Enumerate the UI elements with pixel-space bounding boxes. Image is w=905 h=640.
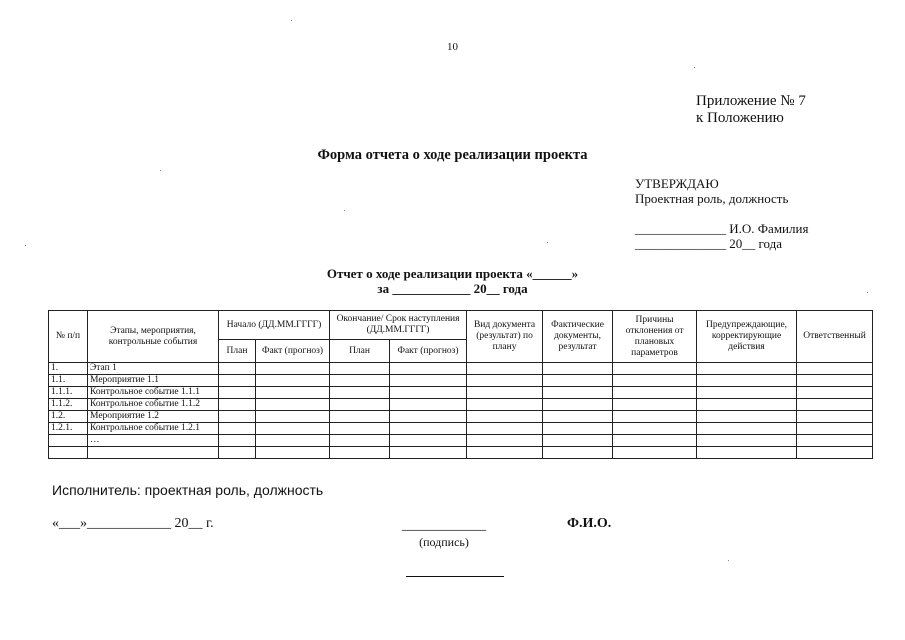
report-title-block [0,266,905,296]
scan-speck [694,67,695,68]
approval-name-line: ______________ И.О. Фамилия [635,221,809,236]
table-row [49,423,873,435]
table-row [49,447,873,459]
row-num: 1.1.1. [49,387,88,399]
row-num: 1.2.1. [49,423,88,435]
row-name: Контрольное событие 1.1.2 [88,399,219,411]
row-name: … [88,435,219,447]
bottom-underline [406,576,504,577]
report-table [48,310,873,459]
appendix-line-1: Приложение № 7 [696,93,806,109]
table-row [49,435,873,447]
row-num [49,435,88,447]
page-number: 10 [447,41,458,53]
row-name: Мероприятие 1.2 [88,411,219,423]
row-name: Мероприятие 1.1 [88,375,219,387]
header-end-fact: Факт (прогноз) [390,340,467,363]
scan-speck [291,20,292,21]
header-end: Окончание/ Срок наступления (ДД.ММ.ГГГГ) [330,311,467,340]
scan-speck [867,292,868,293]
table-row [49,363,873,375]
scan-speck [25,245,26,246]
header-start-fact: Факт (прогноз) [256,340,330,363]
scan-speck [547,242,548,243]
table-row [49,387,873,399]
row-name: Контрольное событие 1.1.1 [88,387,219,399]
report-period: за ____________ 20__ года [377,281,528,296]
scan-speck [728,560,729,561]
scan-speck [160,170,161,171]
table-row [49,399,873,411]
header-num: № п/п [49,311,88,363]
appendix-line-2: к Положению [696,110,784,126]
header-start-plan: План [219,340,256,363]
header-actual-docs: Фактические документы, результат [543,311,613,363]
signature-line: ____________ [402,518,486,533]
executor-line: Исполнитель: проектная роль, должность [52,482,324,498]
header-stages: Этапы, мероприятия, контрольные события [88,311,219,363]
fio-label: Ф.И.О. [567,516,612,531]
header-actions: Предупреждающие, корректирующие действия [697,311,797,363]
header-start: Начало (ДД.ММ.ГГГГ) [219,311,330,340]
signature-caption: (подпись) [419,535,469,549]
approval-role: Проектная роль, должность [635,191,789,206]
appendix-reference [696,93,806,127]
approval-heading: УТВЕРЖДАЮ [635,176,719,191]
header-reasons: Причины отклонения от плановых параметров [613,311,697,363]
row-name: Этап 1 [88,363,219,375]
row-num: 1. [49,363,88,375]
table-row [49,375,873,387]
form-title: Форма отчета о ходе реализации проекта [317,147,588,163]
header-doc-type: Вид документа (результат) по плану [467,311,543,363]
table-row [49,411,873,423]
row-num: 1.1. [49,375,88,387]
row-num: 1.1.2. [49,399,88,411]
row-num: 1.2. [49,411,88,423]
report-title: Отчет о ходе реализации проекта «______» [326,266,579,281]
header-responsible: Ответственный [797,311,873,363]
row-name [88,447,219,459]
scan-speck [344,210,345,211]
approval-block [635,176,808,251]
footer-date-line: «___»____________ 20__ г. [52,516,214,531]
table-body [49,363,873,459]
approval-date-line: ______________ 20__ года [635,236,783,251]
header-end-plan: План [330,340,390,363]
row-name: Контрольное событие 1.2.1 [88,423,219,435]
row-num [49,447,88,459]
